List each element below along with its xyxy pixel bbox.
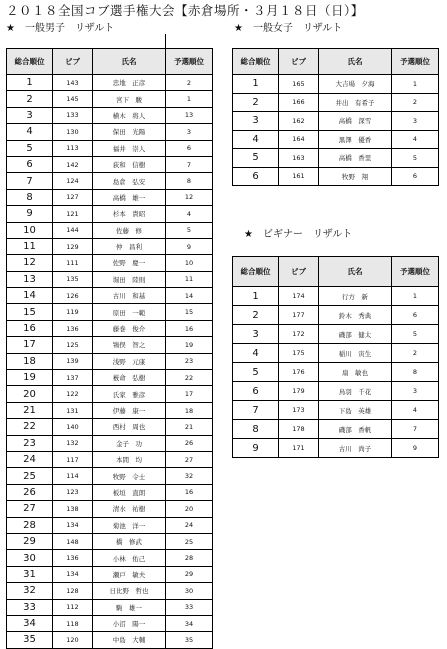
bib-cell: 129 [53, 238, 93, 254]
bib-cell: 134 [53, 566, 93, 582]
table-row [7, 173, 213, 189]
prelim-cell: 3 [392, 112, 439, 131]
name-cell: 原田 一範 [93, 304, 166, 320]
table-row [7, 615, 213, 631]
name-cell: 忠地 正彦 [93, 75, 166, 91]
bib-cell: 142 [53, 156, 93, 172]
name-cell: 行方 新 [319, 287, 392, 306]
prelim-cell: 7 [392, 420, 439, 439]
bib-cell: 177 [279, 306, 319, 325]
prelim-cell: 9 [166, 238, 213, 254]
rank-cell: 6 [7, 156, 53, 172]
rank-cell: 20 [7, 386, 53, 402]
name-cell: 日比野 哲也 [93, 583, 166, 599]
prelim-cell: 29 [166, 566, 213, 582]
prelim-cell: 6 [392, 306, 439, 325]
name-cell: 佐藤 修 [93, 222, 166, 238]
table-row [233, 287, 439, 306]
table-row [7, 107, 213, 123]
bib-cell: 112 [53, 599, 93, 615]
table-row [7, 337, 213, 353]
header-rank: 総合順位 [233, 49, 279, 75]
name-cell: 駒 雄一 [93, 599, 166, 615]
rank-cell: 8 [233, 420, 279, 439]
table-row [7, 304, 213, 320]
section-title-beginner: ★ ビギナー リザルト [244, 229, 353, 240]
rank-cell: 3 [233, 112, 279, 131]
rank-cell: 2 [233, 306, 279, 325]
rank-cell: 33 [7, 599, 53, 615]
bib-cell: 126 [53, 288, 93, 304]
name-cell: 牧野 翔 [319, 167, 392, 186]
table-row [7, 517, 213, 533]
table-row [233, 439, 439, 458]
bib-cell: 166 [279, 93, 319, 112]
rank-cell: 13 [7, 271, 53, 287]
bib-cell: 122 [53, 386, 93, 402]
prelim-cell: 5 [392, 149, 439, 168]
rank-cell: 18 [7, 353, 53, 369]
name-cell: 下島 英雄 [319, 401, 392, 420]
bib-cell: 111 [53, 255, 93, 271]
rank-cell: 3 [233, 325, 279, 344]
table-row [7, 206, 213, 222]
rank-cell: 22 [7, 419, 53, 435]
name-cell: 中島 大輔 [93, 632, 166, 648]
bib-cell: 128 [53, 583, 93, 599]
rank-cell: 6 [233, 382, 279, 401]
rank-cell: 29 [7, 533, 53, 549]
prelim-cell: 3 [392, 382, 439, 401]
bib-cell: 117 [53, 451, 93, 467]
rank-cell: 1 [233, 287, 279, 306]
prelim-cell: 6 [166, 140, 213, 156]
prelim-cell: 35 [166, 632, 213, 648]
beginner-results-table [232, 256, 439, 458]
rank-cell: 17 [7, 337, 53, 353]
name-cell: 福井 崇人 [93, 140, 166, 156]
bib-cell: 125 [53, 337, 93, 353]
rank-cell: 1 [233, 75, 279, 94]
rank-cell: 3 [7, 107, 53, 123]
prelim-cell: 2 [392, 344, 439, 363]
table-row [233, 420, 439, 439]
table-row [7, 320, 213, 336]
table-row [7, 189, 213, 205]
prelim-cell: 16 [166, 320, 213, 336]
bib-cell: 127 [53, 189, 93, 205]
bib-cell: 165 [279, 75, 319, 94]
prelim-cell: 4 [166, 206, 213, 222]
prelim-cell: 16 [166, 484, 213, 500]
prelim-cell: 7 [166, 156, 213, 172]
table-row [7, 370, 213, 386]
name-cell: 鴇俣 智之 [93, 337, 166, 353]
rank-cell: 15 [7, 304, 53, 320]
rank-cell: 34 [7, 615, 53, 631]
name-cell: 荻和 信樹 [93, 156, 166, 172]
rank-cell: 32 [7, 583, 53, 599]
prelim-cell: 27 [166, 451, 213, 467]
rank-cell: 5 [233, 363, 279, 382]
rank-cell: 9 [233, 439, 279, 458]
rank-cell: 28 [7, 517, 53, 533]
header-prelim: 予選順位 [392, 49, 439, 75]
name-cell: 小沼 陽一 [93, 615, 166, 631]
prelim-cell: 4 [392, 401, 439, 420]
women-results-table [232, 48, 439, 186]
bib-cell: 161 [279, 167, 319, 186]
rank-cell: 11 [7, 238, 53, 254]
bib-cell: 136 [53, 550, 93, 566]
bib-cell: 135 [53, 271, 93, 287]
table-row [233, 130, 439, 149]
table-row [233, 93, 439, 112]
table-row [7, 140, 213, 156]
bib-cell: 114 [53, 468, 93, 484]
prelim-cell: 8 [166, 173, 213, 189]
rank-cell: 2 [233, 93, 279, 112]
prelim-cell: 11 [166, 271, 213, 287]
bib-cell: 143 [53, 75, 93, 91]
rank-cell: 6 [233, 167, 279, 186]
table-row [233, 363, 439, 382]
name-cell: 鈴木 秀典 [319, 306, 392, 325]
name-cell: 藤巻 俊介 [93, 320, 166, 336]
prelim-cell: 15 [166, 304, 213, 320]
name-cell: 小林 佑己 [93, 550, 166, 566]
bib-cell: 139 [53, 353, 93, 369]
bib-cell: 176 [279, 363, 319, 382]
table-row [7, 75, 213, 91]
table-row [233, 344, 439, 363]
prelim-cell: 14 [166, 288, 213, 304]
bib-cell: 132 [53, 435, 93, 451]
name-cell: 保田 光陽 [93, 124, 166, 140]
header-bib: ビブ [53, 49, 93, 75]
bib-cell: 163 [279, 149, 319, 168]
bib-cell: 118 [53, 615, 93, 631]
header-prelim: 予選順位 [166, 49, 213, 75]
bib-cell: 171 [279, 439, 319, 458]
name-cell: 薮命 弘樹 [93, 370, 166, 386]
men-results-table [6, 48, 213, 649]
table-row [7, 468, 213, 484]
prelim-cell: 19 [166, 337, 213, 353]
name-cell: 本間 均 [93, 451, 166, 467]
bib-cell: 178 [279, 420, 319, 439]
rank-cell: 27 [7, 501, 53, 517]
table-row [233, 325, 439, 344]
table-row [7, 271, 213, 287]
prelim-cell: 18 [166, 402, 213, 418]
page-title: ２０１８全国コブ選手権大会【赤倉場所・３月１８日（日）】 [6, 3, 364, 18]
bib-cell: 162 [279, 112, 319, 131]
bib-cell: 136 [53, 320, 93, 336]
bib-cell: 134 [53, 517, 93, 533]
rank-cell: 9 [7, 206, 53, 222]
table-row [7, 124, 213, 140]
name-cell: 横木 将人 [93, 107, 166, 123]
prelim-cell: 33 [166, 599, 213, 615]
bib-cell: 124 [53, 173, 93, 189]
divider-line [165, 34, 166, 48]
table-row [7, 533, 213, 549]
table-row [233, 401, 439, 420]
rank-cell: 24 [7, 451, 53, 467]
bib-cell: 174 [279, 287, 319, 306]
table-row [7, 583, 213, 599]
table-row [7, 238, 213, 254]
header-bib: ビブ [279, 257, 319, 287]
prelim-cell: 24 [166, 517, 213, 533]
bib-cell: 130 [53, 124, 93, 140]
prelim-cell: 21 [166, 419, 213, 435]
table-row [7, 222, 213, 238]
rank-cell: 30 [7, 550, 53, 566]
bib-cell: 119 [53, 304, 93, 320]
prelim-cell: 4 [392, 130, 439, 149]
name-cell: 橋 修武 [93, 533, 166, 549]
rank-cell: 12 [7, 255, 53, 271]
rank-cell: 7 [7, 173, 53, 189]
prelim-cell: 8 [392, 363, 439, 382]
name-cell: 堀田 陸則 [93, 271, 166, 287]
table-row [7, 632, 213, 648]
prelim-cell: 23 [166, 353, 213, 369]
prelim-cell: 26 [166, 435, 213, 451]
prelim-cell: 3 [166, 124, 213, 140]
header-name: 氏名 [319, 257, 392, 287]
prelim-cell: 1 [392, 287, 439, 306]
section-title-men: ★ 一般男子 リザルト [6, 23, 115, 34]
prelim-cell: 1 [392, 75, 439, 94]
rank-cell: 35 [7, 632, 53, 648]
rank-cell: 31 [7, 566, 53, 582]
name-cell: 磯部 香帆 [319, 420, 392, 439]
prelim-cell: 10 [166, 255, 213, 271]
name-cell: 稲川 寅生 [319, 344, 392, 363]
rank-cell: 2 [7, 91, 53, 107]
prelim-cell: 1 [166, 91, 213, 107]
bib-cell: 175 [279, 344, 319, 363]
bib-cell: 140 [53, 419, 93, 435]
table-row [7, 91, 213, 107]
table-row [7, 435, 213, 451]
rank-cell: 21 [7, 402, 53, 418]
rank-cell: 25 [7, 468, 53, 484]
table-row [7, 501, 213, 517]
name-cell: 島倉 弘安 [93, 173, 166, 189]
prelim-cell: 34 [166, 615, 213, 631]
bib-cell: 145 [53, 91, 93, 107]
prelim-cell: 28 [166, 550, 213, 566]
name-cell: 高橋 香里 [319, 149, 392, 168]
bib-cell: 179 [279, 382, 319, 401]
name-cell: 黒澤 優香 [319, 130, 392, 149]
name-cell: 井出 有希子 [319, 93, 392, 112]
table-row [7, 566, 213, 582]
table-row [233, 382, 439, 401]
rank-cell: 4 [7, 124, 53, 140]
name-cell: 宮下 駿 [93, 91, 166, 107]
table-row [233, 75, 439, 94]
bib-cell: 123 [53, 484, 93, 500]
name-cell: 金子 功 [93, 435, 166, 451]
prelim-cell: 22 [166, 370, 213, 386]
table-row [7, 550, 213, 566]
table-row [233, 149, 439, 168]
name-cell: 磯部 健太 [319, 325, 392, 344]
name-cell: 板垣 直朗 [93, 484, 166, 500]
table-row [7, 353, 213, 369]
bib-cell: 113 [53, 140, 93, 156]
name-cell: 高橋 雄一 [93, 189, 166, 205]
prelim-cell: 5 [392, 325, 439, 344]
prelim-cell: 2 [166, 75, 213, 91]
table-row [7, 386, 213, 402]
name-cell: 高橋 深雪 [319, 112, 392, 131]
rank-cell: 4 [233, 130, 279, 149]
header-name: 氏名 [319, 49, 392, 75]
prelim-cell: 20 [166, 501, 213, 517]
prelim-cell: 12 [166, 189, 213, 205]
bib-cell: 172 [279, 325, 319, 344]
bib-cell: 120 [53, 632, 93, 648]
bib-cell: 144 [53, 222, 93, 238]
bib-cell: 121 [53, 206, 93, 222]
prelim-cell: 25 [166, 533, 213, 549]
name-cell: 菊池 洋一 [93, 517, 166, 533]
name-cell: 鳥羽 千花 [319, 382, 392, 401]
name-cell: 氏家 雅彦 [93, 386, 166, 402]
name-cell: 杉本 貴昭 [93, 206, 166, 222]
bib-cell: 131 [53, 402, 93, 418]
rank-cell: 19 [7, 370, 53, 386]
name-cell: 扇 敏也 [319, 363, 392, 382]
bib-cell: 133 [53, 107, 93, 123]
bib-cell: 138 [53, 501, 93, 517]
prelim-cell: 32 [166, 468, 213, 484]
rank-cell: 4 [233, 344, 279, 363]
table-row [7, 402, 213, 418]
rank-cell: 7 [233, 401, 279, 420]
prelim-cell: 17 [166, 386, 213, 402]
header-name: 氏名 [93, 49, 166, 75]
table-row [7, 156, 213, 172]
table-row [7, 419, 213, 435]
bib-cell: 137 [53, 370, 93, 386]
prelim-cell: 2 [392, 93, 439, 112]
rank-cell: 16 [7, 320, 53, 336]
table-row [7, 599, 213, 615]
rank-cell: 26 [7, 484, 53, 500]
prelim-cell: 30 [166, 583, 213, 599]
bib-cell: 148 [53, 533, 93, 549]
prelim-cell: 5 [166, 222, 213, 238]
header-rank: 総合順位 [233, 257, 279, 287]
name-cell: 仲 昌利 [93, 238, 166, 254]
rank-cell: 23 [7, 435, 53, 451]
rank-cell: 5 [233, 149, 279, 168]
section-title-women: ★ 一般女子 リザルト [234, 23, 343, 34]
rank-cell: 14 [7, 288, 53, 304]
bib-cell: 173 [279, 401, 319, 420]
name-cell: 浅野 元康 [93, 353, 166, 369]
table-row [233, 167, 439, 186]
bib-cell: 164 [279, 130, 319, 149]
rank-cell: 8 [7, 189, 53, 205]
name-cell: 古川 尚子 [319, 439, 392, 458]
rank-cell: 1 [7, 75, 53, 91]
table-row [233, 112, 439, 131]
table-row [7, 288, 213, 304]
name-cell: 瀬戸 敏夫 [93, 566, 166, 582]
name-cell: 古川 和基 [93, 288, 166, 304]
header-rank: 総合順位 [7, 49, 53, 75]
table-row [7, 484, 213, 500]
name-cell: 大吉場 夕海 [319, 75, 392, 94]
rank-cell: 10 [7, 222, 53, 238]
name-cell: 佐野 慶一 [93, 255, 166, 271]
table-row [7, 255, 213, 271]
prelim-cell: 6 [392, 167, 439, 186]
table-row [7, 451, 213, 467]
header-prelim: 予選順位 [392, 257, 439, 287]
name-cell: 清水 祐樹 [93, 501, 166, 517]
prelim-cell: 13 [166, 107, 213, 123]
header-bib: ビブ [279, 49, 319, 75]
table-row [233, 306, 439, 325]
name-cell: 西村 周也 [93, 419, 166, 435]
name-cell: 牧野 令士 [93, 468, 166, 484]
name-cell: 伊藤 康一 [93, 402, 166, 418]
rank-cell: 5 [7, 140, 53, 156]
prelim-cell: 9 [392, 439, 439, 458]
